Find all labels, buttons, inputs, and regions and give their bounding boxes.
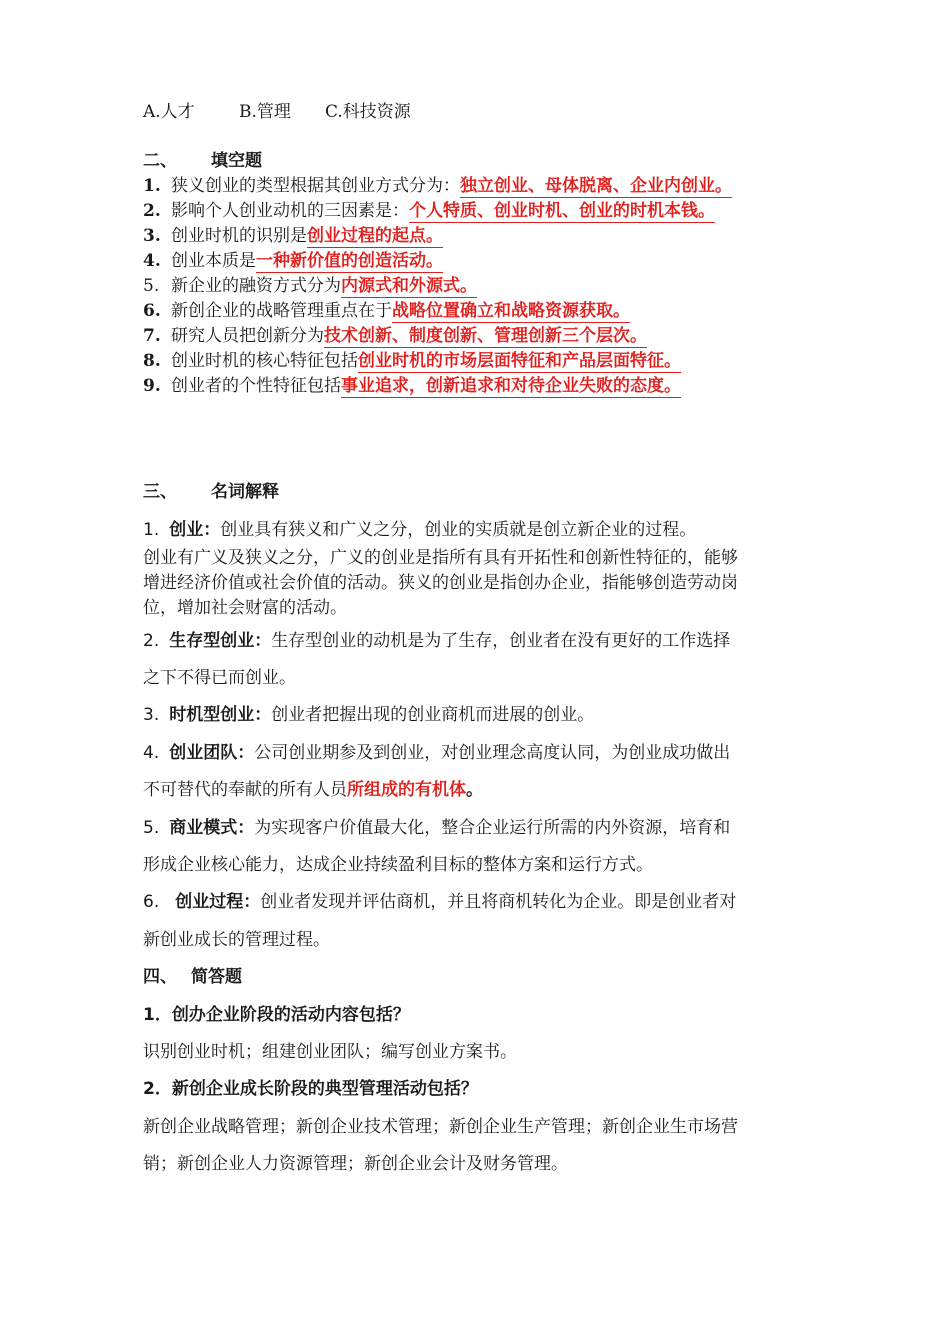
fill-item: 2. 影响个人创业动机的三因素是：个人特质、创业时机、创业的时机本钱。 (143, 201, 715, 221)
section-4-title: 简答题 (191, 967, 242, 987)
options-line (143, 101, 411, 123)
section-4-number: 四、 (143, 967, 177, 987)
term-4-cont: 不可替代的奉献的所有人员所组成的有机体。 (143, 780, 483, 800)
answer: 创业时机的市场层面特征和产品层面特征。 (358, 351, 681, 371)
term-1-extra: 位，增加社会财富的活动。 (143, 598, 347, 618)
term-2: 2. 生存型创业：生存型创业的动机是为了生存，创业者在没有更好的工作选择 (143, 631, 731, 651)
term-1-extra: 增进经济价值或社会价值的活动。狭义的创业是指创办企业，指能够创造劳动岗 (143, 573, 738, 593)
term-5: 5. 商业模式：为实现客户价值最大化，整合企业运行所需的内外资源，培育和 (143, 818, 731, 838)
term-2-cont: 之下不得已而创业。 (143, 668, 296, 688)
answer: 独立创业、母体脱离、企业内创业。 (460, 176, 732, 196)
answer: 战略位置确立和战略资源获取。 (392, 301, 630, 321)
section-3-title: 名词解释 (211, 482, 279, 502)
answer: 一种新价值的创造活动。 (256, 251, 443, 271)
term-6-cont: 新创业成长的管理过程。 (143, 930, 330, 950)
section-2-heading (143, 150, 262, 172)
answer-2: 新创企业战略管理；新创企业技术管理；新创企业生产管理；新创企业生市场营 (143, 1117, 738, 1137)
answer-2-cont: 销；新创企业人力资源管理；新创企业会计及财务管理。 (143, 1154, 568, 1174)
fill-item: 9. 创业者的个性特征包括事业追求，创新追求和对待企业失败的态度。 (143, 376, 681, 396)
term-5-cont: 形成企业核心能力，达成企业持续盈利目标的整体方案和运行方式。 (143, 855, 653, 875)
term-1: 1. 创业：创业具有狭义和广义之分，创业的实质就是创立新企业的过程。 (143, 520, 697, 540)
term-3: 3. 时机型创业：创业者把握出现的创业商机而进展的创业。 (143, 705, 595, 725)
fill-item: 4. 创业本质是一种新价值的创造活动。 (143, 251, 443, 271)
answer-1: 识别创业时机；组建创业团队；编写创业方案书。 (143, 1042, 517, 1062)
answer: 内源式和外源式。 (341, 276, 477, 296)
section-4-heading (143, 966, 242, 988)
term-1-extra: 创业有广义及狭义之分，广义的创业是指所有具有开拓性和创新性特征的，能够 (143, 548, 738, 568)
question-2: 2．新创企业成长阶段的典型管理活动包括？ (143, 1079, 478, 1099)
section-2-title: 填空题 (211, 151, 262, 171)
answer: 个人特质、创业时机、创业的时机本钱。 (409, 201, 715, 221)
fill-item: 7. 研究人员把创新分为技术创新、制度创新、管理创新三个层次。 (143, 326, 647, 346)
term-4: 4. 创业团队：公司创业期参及到创业，对创业理念高度认同，为创业成功做出 (143, 743, 731, 763)
fill-item: 1. 狭义创业的类型根据其创业方式分为：独立创业、母体脱离、企业内创业。 (143, 176, 732, 196)
section-3-heading (143, 481, 279, 503)
option-a: A.人才 (143, 102, 195, 122)
fill-item: 5. 新企业的融资方式分为内源式和外源式。 (143, 276, 477, 296)
fill-item: 6. 新创企业的战略管理重点在于战略位置确立和战略资源获取。 (143, 301, 630, 321)
section-2-number: 二、 (143, 151, 177, 171)
answer: 事业追求，创新追求和对待企业失败的态度。 (341, 376, 681, 396)
answer: 技术创新、制度创新、管理创新三个层次。 (324, 326, 647, 346)
fill-item: 3. 创业时机的识别是创业过程的起点。 (143, 226, 443, 246)
question-1: 1．创办企业阶段的活动内容包括？ (143, 1005, 410, 1025)
option-c: C.科技资源 (325, 102, 411, 122)
option-b: B.管理 (239, 102, 291, 122)
answer: 创业过程的起点。 (307, 226, 443, 246)
section-3-number: 三、 (143, 482, 177, 502)
fill-item: 8. 创业时机的核心特征包括创业时机的市场层面特征和产品层面特征。 (143, 351, 681, 371)
term-6: 6. 创业过程：创业者发现并评估商机，并且将商机转化为企业。即是创业者对 (143, 892, 737, 912)
